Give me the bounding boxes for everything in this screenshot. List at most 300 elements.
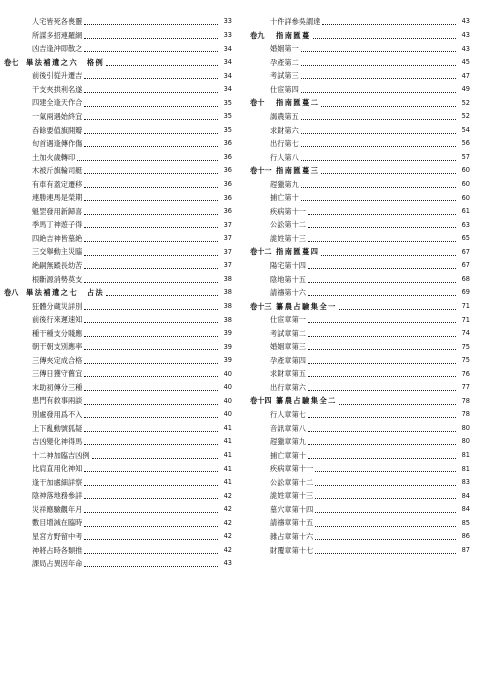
toc-chapter-heading — [250, 245, 470, 259]
toc-entry — [250, 286, 470, 300]
page-number: 85 — [461, 518, 470, 527]
entry-title: 十件詳參吳謂達 — [270, 17, 321, 27]
toc-entry — [250, 327, 470, 341]
toc-entry — [4, 340, 232, 354]
page-number: 75 — [461, 342, 470, 351]
page-number: 80 — [461, 437, 470, 446]
page-number: 41 — [223, 437, 232, 446]
toc-chapter-heading — [4, 56, 232, 70]
page-number: 38 — [223, 288, 232, 297]
dot-leader — [315, 465, 456, 472]
dot-leader — [84, 398, 218, 405]
dot-leader — [84, 506, 218, 513]
dot-leader — [84, 32, 218, 39]
entry-title: 請禱第十六 — [270, 288, 306, 298]
entry-title: 神將占時各類推 — [32, 545, 83, 555]
toc-entry — [4, 42, 232, 56]
toc-entry — [4, 150, 232, 164]
dot-leader — [92, 452, 218, 459]
toc-entry — [250, 530, 470, 544]
toc-entry — [4, 232, 232, 246]
page-number: 78 — [461, 410, 470, 419]
page-number: 38 — [223, 274, 232, 283]
chapter-volume: 卷十三 — [250, 301, 272, 311]
toc-entry — [4, 83, 232, 97]
page-number: 56 — [461, 139, 470, 148]
page-number: 33 — [223, 31, 232, 40]
page-number: 38 — [223, 315, 232, 324]
entry-title: 仕宦章第一 — [270, 315, 306, 325]
entry-title: 婚姻第一 — [270, 44, 299, 54]
toc-entry — [250, 218, 470, 232]
page-number: 52 — [461, 112, 470, 121]
entry-title: 陰神落地務參詳 — [32, 491, 83, 501]
page-number: 34 — [223, 85, 232, 94]
page-number: 87 — [461, 545, 470, 554]
toc-entry — [4, 15, 232, 29]
dot-leader — [339, 398, 456, 405]
dot-leader — [84, 520, 218, 527]
chapter-volume: 卷十二 — [250, 247, 272, 257]
entry-title: 狂體分蔵災詳別 — [32, 301, 83, 311]
entry-title: 指南匯蔓四 — [276, 247, 320, 257]
dot-leader — [84, 181, 218, 188]
dot-leader — [308, 276, 456, 283]
toc-chapter-heading — [250, 164, 470, 178]
dot-leader — [84, 492, 218, 499]
dot-leader — [308, 357, 456, 364]
entry-title: 連勝連馬是榮期 — [32, 193, 83, 203]
dot-leader — [321, 100, 456, 107]
entry-title: 婚姻章第三 — [270, 342, 306, 352]
dot-leader — [301, 59, 456, 66]
page-number: 39 — [223, 329, 232, 338]
toc-entry — [4, 245, 232, 259]
dot-leader — [339, 303, 456, 310]
toc-entry — [250, 354, 470, 368]
entry-title: 干支夾拱利名遂 — [32, 84, 83, 94]
toc-entry — [250, 110, 470, 124]
entry-title: 出行章第六 — [270, 382, 306, 392]
chapter-volume: 卷十一 — [250, 166, 272, 176]
toc-entry — [4, 557, 232, 571]
toc-entry — [250, 516, 470, 530]
entry-title: 謁農第五 — [270, 112, 299, 121]
entry-title: 仕宦第四 — [270, 84, 299, 94]
entry-title: 捕亡第十 — [270, 193, 299, 203]
page-number: 35 — [223, 112, 232, 121]
dot-leader — [84, 194, 218, 201]
dot-leader — [77, 154, 218, 161]
page-number: 69 — [461, 288, 470, 297]
toc-entry — [4, 178, 232, 192]
entry-title: 考試章第二 — [270, 328, 306, 338]
dot-leader — [315, 547, 456, 554]
entry-title: 旬首遇逢傳作傷 — [32, 139, 83, 149]
chapter-volume: 卷八 — [4, 288, 19, 298]
toc-entry — [250, 178, 470, 192]
toc-entry — [4, 516, 232, 530]
entry-title: 行人第八 — [270, 152, 299, 162]
toc-entry — [250, 42, 470, 56]
dot-leader — [84, 343, 218, 350]
toc-entry — [4, 462, 232, 476]
toc-entry — [250, 340, 470, 354]
page-number: 43 — [461, 44, 470, 53]
page-number: 41 — [223, 450, 232, 459]
entry-title: 前後引從升遷吉 — [32, 71, 83, 81]
dot-leader — [84, 370, 218, 377]
page-number: 41 — [223, 423, 232, 432]
dot-leader — [308, 208, 456, 215]
toc-entry — [4, 137, 232, 151]
page-number: 67 — [461, 261, 470, 270]
toc-entry — [250, 421, 470, 435]
page-number: 49 — [461, 85, 470, 94]
dot-leader — [84, 560, 218, 567]
page-number: 71 — [461, 301, 470, 310]
page-number: 41 — [223, 478, 232, 487]
page-number: 76 — [461, 369, 470, 378]
toc-chapter-heading — [250, 394, 470, 408]
entry-title: 公訟第十二 — [270, 220, 306, 230]
dot-leader — [84, 479, 218, 486]
entry-title: 吞餘要值旗開瓣 — [32, 125, 83, 135]
dot-leader — [84, 357, 218, 364]
page-number: 80 — [461, 423, 470, 432]
page-number: 42 — [223, 518, 232, 527]
toc-entry — [4, 69, 232, 83]
toc-entry — [250, 367, 470, 381]
entry-title: 陰地第十五 — [270, 274, 306, 284]
dot-leader — [308, 330, 456, 337]
toc-chapter-heading — [250, 29, 470, 43]
toc-entry — [4, 476, 232, 490]
entry-title: 吉凶變化神得馬 — [32, 437, 83, 447]
dot-leader — [308, 438, 456, 445]
toc-entry — [250, 259, 470, 273]
page-number: 38 — [223, 301, 232, 310]
toc-entry — [4, 327, 232, 341]
page-number: 60 — [461, 193, 470, 202]
toc-entry — [4, 29, 232, 43]
page-number: 77 — [461, 383, 470, 392]
page-number: 36 — [223, 139, 232, 148]
toc-entry — [250, 232, 470, 246]
page-number: 43 — [223, 559, 232, 568]
toc-entry — [250, 449, 470, 463]
dot-leader — [315, 492, 456, 499]
entry-title: 指南匯蔓三 — [276, 166, 320, 176]
entry-title: 請禱章第十五 — [270, 518, 314, 528]
toc-entry — [4, 435, 232, 449]
entry-title: 趕獵章第九 — [270, 437, 306, 447]
entry-title: 捕亡章第十 — [270, 450, 306, 460]
page-number: 43 — [461, 31, 470, 40]
dot-leader — [84, 208, 218, 215]
page-number: 74 — [461, 329, 470, 338]
toc-entry — [250, 123, 470, 137]
entry-title: 四絶吉神皆墓絶 — [32, 233, 83, 243]
toc-entry — [4, 503, 232, 517]
page-number: 33 — [223, 17, 232, 26]
toc-entry — [4, 299, 232, 313]
toc-entry — [250, 313, 470, 327]
dot-leader — [84, 425, 218, 432]
toc-entry — [250, 150, 470, 164]
page-number: 37 — [223, 261, 232, 270]
entry-title: 陽宅第十四 — [270, 261, 306, 271]
dot-leader — [84, 384, 218, 391]
toc-entry — [4, 394, 232, 408]
dot-leader — [84, 533, 218, 540]
dot-leader — [84, 167, 218, 174]
toc-entry — [250, 191, 470, 205]
page-number: 43 — [461, 17, 470, 26]
page-number: 37 — [223, 234, 232, 243]
dot-leader — [84, 547, 218, 554]
page-number: 47 — [461, 71, 470, 80]
toc-entry — [4, 259, 232, 273]
entry-title: 災祥應驗觀年月 — [32, 504, 83, 514]
toc-entry — [250, 83, 470, 97]
toc-entry — [250, 69, 470, 83]
dot-leader — [84, 72, 218, 79]
toc-entry — [4, 218, 232, 232]
dot-leader — [301, 181, 456, 188]
page-number: 40 — [223, 369, 232, 378]
dot-leader — [301, 45, 456, 52]
dot-leader — [308, 411, 456, 418]
dot-leader — [321, 249, 456, 256]
page-number: 35 — [223, 125, 232, 134]
dot-leader — [301, 154, 456, 161]
entry-title: 朝干朝支別應率 — [32, 342, 83, 352]
entry-title: 詭姓第十三 — [270, 233, 306, 243]
page-number: 61 — [461, 207, 470, 216]
entry-title: 音訊章第八 — [270, 423, 306, 433]
dot-leader — [315, 506, 456, 513]
dot-leader — [301, 140, 456, 147]
entry-title: 種干種支分賤應 — [32, 328, 83, 338]
chapter-volume: 卷九 — [250, 30, 265, 40]
page-number: 52 — [461, 98, 470, 107]
toc-entry — [250, 272, 470, 286]
entry-title: 孕產第二 — [270, 57, 299, 67]
dot-leader — [308, 235, 456, 242]
dot-leader — [308, 452, 456, 459]
dot-leader — [301, 72, 456, 79]
dot-leader — [308, 316, 456, 323]
entry-title: 孕產章第四 — [270, 355, 306, 365]
page-number: 36 — [223, 152, 232, 161]
dot-leader — [84, 330, 218, 337]
entry-title: 木被斤旗輪司艇 — [32, 166, 83, 176]
entry-title: 畢法補遺之六 格例 — [26, 57, 105, 67]
page-number: 37 — [223, 220, 232, 229]
page-number: 57 — [461, 152, 470, 161]
toc-right-column — [250, 15, 470, 557]
entry-title: 逢干加處細詳察 — [32, 477, 83, 487]
entry-title: 求財章第五 — [270, 369, 306, 379]
page-number: 36 — [223, 180, 232, 189]
toc-entry — [250, 56, 470, 70]
toc-entry — [4, 530, 232, 544]
page-number: 86 — [461, 532, 470, 541]
entry-title: 求財第六 — [270, 125, 299, 135]
entry-title: 纂農占驗集全二 — [276, 396, 337, 406]
toc-chapter-heading — [250, 96, 470, 110]
entry-title: 三交舉動主災臨 — [32, 247, 83, 257]
dot-leader — [84, 303, 218, 310]
dot-leader — [308, 262, 456, 269]
page-number: 36 — [223, 193, 232, 202]
dot-leader — [84, 276, 218, 283]
dot-leader — [321, 167, 456, 174]
entry-title: 三傳夾定成合格 — [32, 355, 83, 365]
page-number: 34 — [223, 71, 232, 80]
page-number: 65 — [461, 234, 470, 243]
page-number: 81 — [461, 464, 470, 473]
entry-title: 行人章第七 — [270, 410, 306, 420]
toc-left-column — [4, 15, 232, 570]
dot-leader — [313, 32, 456, 39]
page-number: 78 — [461, 396, 470, 405]
page-number: 84 — [461, 505, 470, 514]
dot-leader — [84, 316, 218, 323]
toc-entry — [4, 367, 232, 381]
dot-leader — [84, 127, 218, 134]
toc-entry — [250, 381, 470, 395]
dot-leader — [322, 18, 456, 25]
dot-leader — [84, 438, 218, 445]
page-number: 54 — [461, 125, 470, 134]
entry-title: 課局占異因年命 — [32, 559, 83, 569]
page-number: 35 — [223, 98, 232, 107]
toc-entry — [4, 408, 232, 422]
dot-leader — [84, 100, 218, 107]
page-number: 39 — [223, 342, 232, 351]
entry-title: 一氣兩遇始終宜 — [32, 112, 83, 121]
entry-title: 凶吉逢沖即散之 — [32, 44, 83, 54]
dot-leader — [301, 127, 456, 134]
dot-leader — [106, 289, 218, 296]
entry-title: 公訟章第十二 — [270, 477, 314, 487]
page-number: 37 — [223, 247, 232, 256]
page-number: 60 — [461, 166, 470, 175]
entry-title: 指南匯蔓 — [276, 30, 311, 40]
entry-title: 考試第三 — [270, 71, 299, 81]
page-number: 84 — [461, 491, 470, 500]
entry-title: 末助初傳分三種 — [32, 382, 83, 392]
entry-title: 季馬丁神遊子得 — [32, 220, 83, 230]
dot-leader — [84, 45, 218, 52]
toc-entry — [4, 449, 232, 463]
page-number: 36 — [223, 207, 232, 216]
toc-entry — [4, 489, 232, 503]
page-number: 40 — [223, 383, 232, 392]
entry-title: 土加火歲轉印 — [32, 152, 76, 162]
toc-entry — [4, 272, 232, 286]
toc-entry — [4, 110, 232, 124]
page-number: 34 — [223, 58, 232, 67]
dot-leader — [308, 425, 456, 432]
dot-leader — [308, 221, 456, 228]
dot-leader — [315, 533, 456, 540]
dot-leader — [308, 370, 456, 377]
page-number: 39 — [223, 356, 232, 365]
page-number: 75 — [461, 356, 470, 365]
toc-entry — [4, 421, 232, 435]
entry-title: 數目增減在臨時 — [32, 518, 83, 528]
chapter-volume: 卷十四 — [250, 396, 272, 406]
entry-title: 前後行來遲速知 — [32, 315, 83, 325]
toc-entry — [250, 543, 470, 557]
dot-leader — [84, 18, 218, 25]
dot-leader — [301, 113, 456, 120]
entry-title: 別處發用爲不入 — [32, 410, 83, 420]
toc-chapter-heading — [250, 299, 470, 313]
page-number: 40 — [223, 410, 232, 419]
toc-entry — [4, 164, 232, 178]
entry-title: 雜占章第十六 — [270, 531, 314, 541]
dot-leader — [315, 520, 456, 527]
entry-title: 絶嗣無蹤長幼苦 — [32, 261, 83, 271]
toc-entry — [4, 354, 232, 368]
dot-leader — [84, 221, 218, 228]
toc-entry — [250, 462, 470, 476]
dot-leader — [315, 479, 456, 486]
entry-title: 魁罡發用新歸喜 — [32, 206, 83, 216]
page-number: 42 — [223, 545, 232, 554]
dot-leader — [84, 86, 218, 93]
page-number: 42 — [223, 505, 232, 514]
page-number: 71 — [461, 315, 470, 324]
toc-entry — [250, 15, 470, 29]
toc-entry — [4, 381, 232, 395]
entry-title: 纂農占驗集全一 — [276, 301, 337, 311]
dot-leader — [84, 262, 218, 269]
toc-entry — [250, 503, 470, 517]
dot-leader — [308, 289, 456, 296]
page-number: 63 — [461, 220, 470, 229]
toc-entry — [250, 205, 470, 219]
entry-title: 有車有蓋定遷移 — [32, 179, 83, 189]
entry-title: 疾病第十一 — [270, 206, 306, 216]
page-number: 45 — [461, 58, 470, 67]
entry-title: 出行第七 — [270, 139, 299, 149]
entry-title: 墓穴章第十四 — [270, 504, 314, 514]
entry-title: 上下亂動號狐疑 — [32, 423, 83, 433]
toc-entry — [4, 205, 232, 219]
dot-leader — [84, 411, 218, 418]
entry-title: 四建全逢天作合 — [32, 98, 83, 108]
toc-entry — [4, 191, 232, 205]
page-number: 68 — [461, 274, 470, 283]
dot-leader — [84, 235, 218, 242]
entry-title: 指南匯蔓二 — [276, 98, 320, 108]
page-number: 60 — [461, 180, 470, 189]
dot-leader — [308, 343, 456, 350]
entry-title: 比肩直用化神知 — [32, 464, 83, 474]
page-number: 40 — [223, 396, 232, 405]
chapter-volume: 卷十 — [250, 98, 265, 108]
entry-title: 星宮方野留中考 — [32, 531, 83, 541]
dot-leader — [84, 140, 218, 147]
toc-entry — [4, 313, 232, 327]
entry-title: 十二神加臨吉凶例 — [32, 450, 90, 460]
toc-entry — [4, 123, 232, 137]
